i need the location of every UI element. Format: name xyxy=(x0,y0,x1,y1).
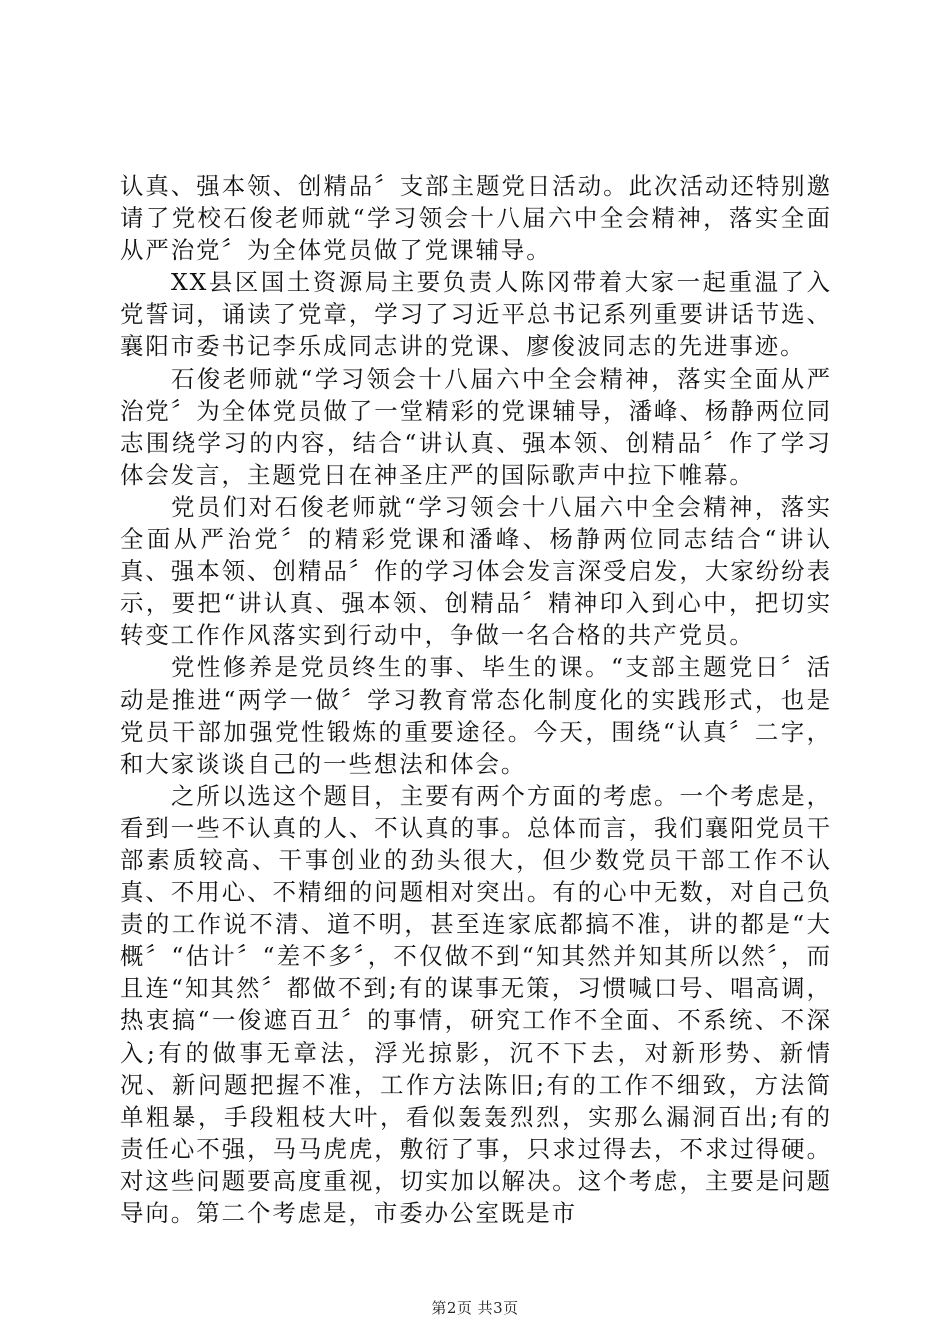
paragraph: XX县区国土资源局主要负责人陈冈带着大家一起重温了入党誓词，诵读了党章，学习了习近平总书记系列重要讲话节选、襄阳市委书记李乐成同志讲的党课、廖俊波同志的先进事迹。 xyxy=(120,268,832,361)
page-footer: 第2页 共3页 xyxy=(431,1299,519,1317)
paragraph: 石俊老师就“学习领会十八届六中全会精神，落实全面从严治党〞为全体党员做了一堂精彩的党课辅导，潘峰、杨静两位同志围绕学习的内容，结合“讲认真、强本领、创精品〞作了学习体会发言，主题党日在神圣庄严的国际歌声中拉下帷幕。 xyxy=(120,364,832,489)
paragraph: 党性修养是党员终生的事、毕生的课。“支部主题党日〞活动是推进“两学一做〞学习教育常态化制度化的实践形式，也是党员干部加强党性锻炼的重要途径。今天，围绕“认真〞二字，和大家谈谈自己的一些想法和体会。 xyxy=(120,653,832,778)
paragraph: 党员们对石俊老师就“学习领会十八届六中全会精神，落实全面从严治党〞的精彩党课和潘峰、杨静两位同志结合“讲认真、强本领、创精品〞作的学习体会发言深受启发，大家纷纷表示，要把“讲认真、强本领、创精品〞精神印入到心中，把切实转变工作作风落实到行动中，争做一名合格的共产党员。 xyxy=(120,492,832,650)
document-body xyxy=(120,170,832,1229)
paragraph: 之所以选这个题目，主要有两个方面的考虑。一个考虑是，看到一些不认真的人、不认真的事。总体而言，我们襄阳党员干部素质较高、干事创业的劲头很大，但少数党员干部工作不认真、不用心、不精细的问题相对突出。有的心中无数，对自己负责的工作说不清、道不明，甚至连家底都搞不准，讲的都是“大概〞“估计〞“差不多〞，不仅做不到“知其然并知其所以然〞，而且连“知其然〞都做不到;有的谋事无策，习惯喊口号、唱高调，热衷搞“一俊遮百丑〞的事情，研究工作不全面、不系统、不深入;有的做事无章法，浮光掠影，沉不下去，对新形势、新情况、新问题把握不准，工作方法陈旧;有的工作不细致，方法简单粗暴，手段粗枝大叶，看似轰轰烈烈，实那么漏洞百出;有的责任心不强，马马虎虎，敷衍了事，只求过得去，不求过得硬。对这些问题要高度重视，切实加以解决。这个考虑，主要是问题导向。第二个考虑是，市委办公室既是市 xyxy=(120,781,832,1227)
paragraph-continuation: 认真、强本领、创精品〞支部主题党日活动。此次活动还特别邀请了党校石俊老师就“学习领会十八届六中全会精神，落实全面从严治党〞为全体党员做了党课辅导。 xyxy=(120,172,832,265)
